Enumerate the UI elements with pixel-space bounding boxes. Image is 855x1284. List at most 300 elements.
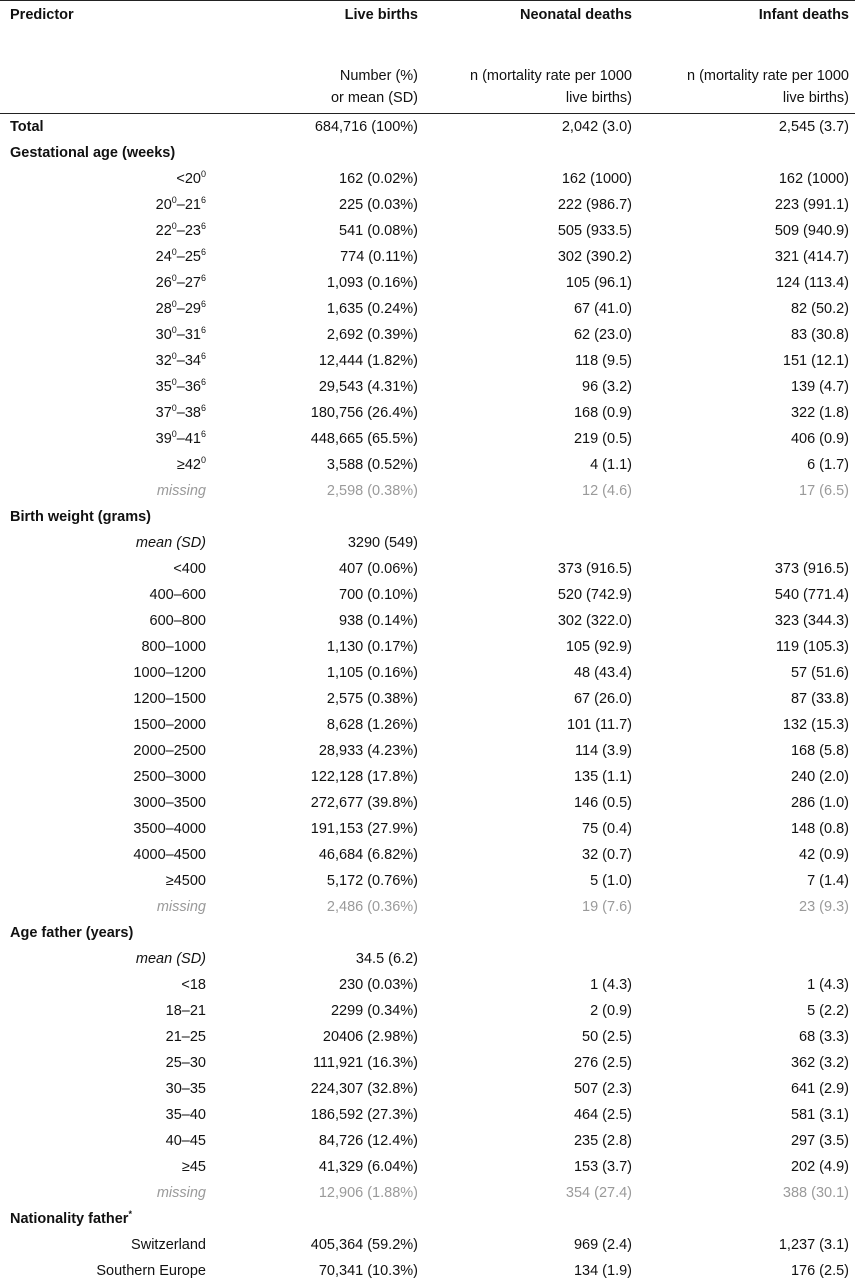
cell-neonatal-deaths: 235 (2.8) [424,1128,638,1154]
row-label [0,244,212,270]
cell-infant-deaths: 641 (2.9) [638,1076,855,1102]
section-header-row [0,1206,855,1232]
table-row [0,868,855,894]
table-row [0,192,855,218]
row-label-text: <20 [176,171,201,187]
table-row [0,634,855,660]
row-label-text: missing [157,483,206,499]
cell-live-births: 1,093 (0.16%) [212,270,424,296]
table-row [0,582,855,608]
cell-infant-deaths: 388 (30.1) [638,1180,855,1206]
row-label [0,218,212,244]
cell-infant-deaths: 223 (991.1) [638,192,855,218]
row-label-range-end: –34 [177,353,201,369]
row-label-text: ≥45 [182,1159,206,1175]
cell-live-births: 20406 (2.98%) [212,1024,424,1050]
table-row [0,166,855,192]
header-live-births: Live births [212,1,424,38]
row-label-text: 4000–4500 [133,847,206,863]
cell-neonatal-deaths: 96 (3.2) [424,374,638,400]
row-label [0,1102,212,1128]
table-row [0,452,855,478]
row-label [0,322,212,348]
label-superscript: 6 [201,273,206,283]
row-label [0,998,212,1024]
cell-infant-deaths: 5 (2.2) [638,998,855,1024]
cell-neonatal-deaths: 354 (27.4) [424,1180,638,1206]
cell-live-births: 405,364 (59.2%) [212,1232,424,1258]
cell-live-births: 774 (0.11%) [212,244,424,270]
cell-live-births: 29,543 (4.31%) [212,374,424,400]
row-label [0,1154,212,1180]
cell-neonatal-deaths: 67 (41.0) [424,296,638,322]
label-superscript: * [128,1209,132,1219]
cell-neonatal-deaths: 5 (1.0) [424,868,638,894]
label-superscript: 0 [172,403,177,413]
row-label [0,946,212,972]
row-label-range-end: –25 [177,249,201,265]
cell-live-births: 230 (0.03%) [212,972,424,998]
row-label [0,1232,212,1258]
row-label-text: missing [157,899,206,915]
row-label-text: 21–25 [166,1029,206,1045]
cell-neonatal-deaths: 105 (92.9) [424,634,638,660]
row-label-text: 26 [156,275,172,291]
cell-neonatal-deaths: 32 (0.7) [424,842,638,868]
cell-infant-deaths: 119 (105.3) [638,634,855,660]
cell-live-births: 180,756 (26.4%) [212,400,424,426]
row-label [0,816,212,842]
cell-infant-deaths [638,1206,855,1232]
table-row [0,998,855,1024]
row-label [0,660,212,686]
cell-live-births [212,504,424,530]
label-superscript: 0 [172,195,177,205]
row-label [0,634,212,660]
cell-neonatal-deaths: 153 (3.7) [424,1154,638,1180]
cell-neonatal-deaths: 276 (2.5) [424,1050,638,1076]
cell-neonatal-deaths: 464 (2.5) [424,1102,638,1128]
row-label-text: 1500–2000 [133,717,206,733]
section-header-row [0,504,855,530]
row-label [0,1206,212,1232]
row-label-text: Birth weight (grams) [10,509,151,525]
row-label [0,972,212,998]
row-label-text: 1200–1500 [133,691,206,707]
row-label [0,478,212,504]
cell-infant-deaths: 83 (30.8) [638,322,855,348]
table-row [0,478,855,504]
cell-infant-deaths: 202 (4.9) [638,1154,855,1180]
cell-live-births: 3290 (549) [212,530,424,556]
table-row [0,764,855,790]
row-label-text: <18 [181,977,206,993]
row-label-text: ≥4500 [166,873,206,889]
row-label [0,166,212,192]
row-label [0,790,212,816]
row-label [0,270,212,296]
cell-infant-deaths: 132 (15.3) [638,712,855,738]
cell-live-births: 12,906 (1.88%) [212,1180,424,1206]
row-label-text: 3000–3500 [133,795,206,811]
table-row [0,1076,855,1102]
row-label [0,530,212,556]
row-label-range-end: –31 [177,327,201,343]
row-label-text: Gestational age (weeks) [10,145,175,161]
cell-live-births: 225 (0.03%) [212,192,424,218]
cell-neonatal-deaths: 219 (0.5) [424,426,638,452]
row-label [0,504,212,530]
cell-infant-deaths: 581 (3.1) [638,1102,855,1128]
cell-neonatal-deaths: 67 (26.0) [424,686,638,712]
cell-neonatal-deaths: 505 (933.5) [424,218,638,244]
table-row [0,400,855,426]
cell-neonatal-deaths: 135 (1.1) [424,764,638,790]
cell-neonatal-deaths [424,920,638,946]
row-label-text: 35 [156,379,172,395]
table-row [0,842,855,868]
header-sub-line: or mean (SD) [218,87,418,109]
header-predictor: Predictor [0,1,212,38]
row-label [0,686,212,712]
cell-infant-deaths: 57 (51.6) [638,660,855,686]
row-label [0,348,212,374]
cell-infant-deaths: 162 (1000) [638,166,855,192]
header-sub-predictor [0,37,212,114]
cell-live-births [212,1206,424,1232]
row-label-text: mean (SD) [136,535,206,551]
row-label [0,1050,212,1076]
cell-neonatal-deaths [424,946,638,972]
cell-live-births: 1,105 (0.16%) [212,660,424,686]
label-superscript: 6 [201,403,206,413]
row-label [0,140,212,166]
table-row [0,738,855,764]
table-row [0,712,855,738]
cell-infant-deaths: 362 (3.2) [638,1050,855,1076]
cell-neonatal-deaths: 222 (986.7) [424,192,638,218]
label-superscript: 0 [172,221,177,231]
row-label-range-end: –21 [177,197,201,213]
cell-live-births [212,140,424,166]
label-superscript: 0 [172,377,177,387]
cell-infant-deaths [638,946,855,972]
row-label-text: Nationality father [10,1211,128,1227]
row-label-text: Southern Europe [96,1263,206,1279]
cell-neonatal-deaths [424,1206,638,1232]
label-superscript: 6 [201,221,206,231]
cell-infant-deaths: 240 (2.0) [638,764,855,790]
row-label-range-end: –38 [177,405,201,421]
header-sub-line: live births) [430,87,632,109]
cell-infant-deaths: 540 (771.4) [638,582,855,608]
table-body [0,114,855,1284]
row-label-text: ≥42 [177,457,201,473]
cell-live-births: 2,575 (0.38%) [212,686,424,712]
row-label-text: 2000–2500 [133,743,206,759]
table-row [0,894,855,920]
cell-neonatal-deaths: 520 (742.9) [424,582,638,608]
row-label-text: Switzerland [131,1237,206,1253]
cell-infant-deaths: 124 (113.4) [638,270,855,296]
table-row [0,1128,855,1154]
row-label [0,114,212,141]
cell-live-births: 5,172 (0.76%) [212,868,424,894]
cell-live-births: 272,677 (39.8%) [212,790,424,816]
cell-neonatal-deaths: 75 (0.4) [424,816,638,842]
row-label-range-end: –29 [177,301,201,317]
cell-live-births: 186,592 (27.3%) [212,1102,424,1128]
header-neonatal-deaths: Neonatal deaths [424,1,638,38]
table-row [0,348,855,374]
row-label [0,608,212,634]
cell-infant-deaths: 286 (1.0) [638,790,855,816]
cell-infant-deaths: 297 (3.5) [638,1128,855,1154]
table-row [0,1050,855,1076]
header-sub-line: Number (%) [218,65,418,87]
label-superscript: 6 [201,351,206,361]
cell-live-births: 2,692 (0.39%) [212,322,424,348]
row-label-text: 39 [156,431,172,447]
table-row [0,1232,855,1258]
cell-infant-deaths: 323 (344.3) [638,608,855,634]
cell-infant-deaths: 87 (33.8) [638,686,855,712]
table-row [0,296,855,322]
cell-neonatal-deaths: 507 (2.3) [424,1076,638,1102]
cell-live-births: 12,444 (1.82%) [212,348,424,374]
row-label [0,556,212,582]
header-sub-neonatal [424,37,638,114]
total-row [0,114,855,141]
cell-neonatal-deaths: 114 (3.9) [424,738,638,764]
row-label-text: 30–35 [166,1081,206,1097]
cell-neonatal-deaths: 101 (11.7) [424,712,638,738]
row-label [0,712,212,738]
cell-live-births: 2299 (0.34%) [212,998,424,1024]
row-label [0,374,212,400]
row-label-text: Total [10,119,44,135]
cell-infant-deaths [638,140,855,166]
label-superscript: 0 [172,247,177,257]
cell-infant-deaths: 1,237 (3.1) [638,1232,855,1258]
cell-live-births: 84,726 (12.4%) [212,1128,424,1154]
cell-neonatal-deaths: 162 (1000) [424,166,638,192]
cell-live-births: 224,307 (32.8%) [212,1076,424,1102]
row-label-text: 1000–1200 [133,665,206,681]
table-row [0,660,855,686]
header-sub-line: n (mortality rate per 1000 [644,65,849,87]
header-sub-line: n (mortality rate per 1000 [430,65,632,87]
row-label-text: 2500–3000 [133,769,206,785]
cell-infant-deaths: 139 (4.7) [638,374,855,400]
table-row [0,1180,855,1206]
row-label-text: mean (SD) [136,951,206,967]
row-label [0,738,212,764]
row-label [0,1128,212,1154]
cell-live-births: 407 (0.06%) [212,556,424,582]
row-label [0,582,212,608]
cell-infant-deaths: 68 (3.3) [638,1024,855,1050]
cell-neonatal-deaths: 146 (0.5) [424,790,638,816]
cell-live-births [212,920,424,946]
cell-neonatal-deaths: 168 (0.9) [424,400,638,426]
table-header [0,1,855,114]
cell-neonatal-deaths: 373 (916.5) [424,556,638,582]
cell-live-births: 2,598 (0.38%) [212,478,424,504]
row-label-text: 30 [156,327,172,343]
cell-infant-deaths: 321 (414.7) [638,244,855,270]
cell-neonatal-deaths [424,530,638,556]
row-label-text: 40–45 [166,1133,206,1149]
row-label-range-end: –41 [177,431,201,447]
cell-infant-deaths: 322 (1.8) [638,400,855,426]
cell-live-births: 28,933 (4.23%) [212,738,424,764]
cell-infant-deaths: 42 (0.9) [638,842,855,868]
label-superscript: 6 [201,247,206,257]
table-row [0,374,855,400]
cell-infant-deaths: 17 (6.5) [638,478,855,504]
cell-live-births: 191,153 (27.9%) [212,816,424,842]
cell-infant-deaths: 6 (1.7) [638,452,855,478]
cell-live-births: 1,635 (0.24%) [212,296,424,322]
cell-neonatal-deaths: 105 (96.1) [424,270,638,296]
table-row [0,322,855,348]
row-label [0,192,212,218]
row-label-text: 32 [156,353,172,369]
cell-live-births: 684,716 (100%) [212,114,424,141]
row-label [0,296,212,322]
row-label [0,894,212,920]
row-label-text: 400–600 [150,587,206,603]
cell-neonatal-deaths: 2,042 (3.0) [424,114,638,141]
table-row [0,426,855,452]
cell-infant-deaths: 373 (916.5) [638,556,855,582]
row-label-text: 35–40 [166,1107,206,1123]
header-sub-line: live births) [644,87,849,109]
table-row [0,244,855,270]
cell-live-births: 8,628 (1.26%) [212,712,424,738]
table-row [0,790,855,816]
cell-neonatal-deaths [424,140,638,166]
cell-neonatal-deaths: 969 (2.4) [424,1232,638,1258]
cell-infant-deaths: 2,545 (3.7) [638,114,855,141]
table-row [0,1024,855,1050]
section-header-row [0,920,855,946]
cell-neonatal-deaths: 19 (7.6) [424,894,638,920]
label-superscript: 6 [201,429,206,439]
label-superscript: 6 [201,325,206,335]
cell-live-births: 70,341 (10.3%) [212,1258,424,1284]
cell-live-births: 700 (0.10%) [212,582,424,608]
row-label-text: 25–30 [166,1055,206,1071]
row-label-text: 28 [156,301,172,317]
label-superscript: 0 [172,351,177,361]
cell-infant-deaths: 151 (12.1) [638,348,855,374]
row-label-text: 37 [156,405,172,421]
table-row [0,686,855,712]
cell-neonatal-deaths: 134 (1.9) [424,1258,638,1284]
cell-neonatal-deaths: 48 (43.4) [424,660,638,686]
row-label-text: <400 [173,561,206,577]
cell-infant-deaths [638,530,855,556]
cell-neonatal-deaths [424,504,638,530]
table-row [0,556,855,582]
row-label-text: 24 [156,249,172,265]
cell-neonatal-deaths: 1 (4.3) [424,972,638,998]
header-sub-infant [638,37,855,114]
row-label [0,764,212,790]
row-label-text: 3500–4000 [133,821,206,837]
label-superscript: 0 [172,299,177,309]
cell-live-births: 41,329 (6.04%) [212,1154,424,1180]
cell-live-births: 938 (0.14%) [212,608,424,634]
cell-neonatal-deaths: 50 (2.5) [424,1024,638,1050]
cell-infant-deaths: 82 (50.2) [638,296,855,322]
table-row [0,530,855,556]
label-superscript: 0 [201,169,206,179]
cell-infant-deaths: 509 (940.9) [638,218,855,244]
cell-live-births: 122,128 (17.8%) [212,764,424,790]
label-superscript: 6 [201,195,206,205]
table-row [0,946,855,972]
label-superscript: 6 [201,377,206,387]
row-label [0,920,212,946]
cell-infant-deaths: 23 (9.3) [638,894,855,920]
cell-neonatal-deaths: 4 (1.1) [424,452,638,478]
cell-live-births: 111,921 (16.3%) [212,1050,424,1076]
table-row [0,1102,855,1128]
row-label [0,400,212,426]
row-label-text: 18–21 [166,1003,206,1019]
row-label [0,1076,212,1102]
row-label-text: 22 [156,223,172,239]
cell-infant-deaths: 406 (0.9) [638,426,855,452]
row-label [0,1180,212,1206]
cell-infant-deaths: 176 (2.5) [638,1258,855,1284]
cell-neonatal-deaths: 302 (322.0) [424,608,638,634]
label-superscript: 6 [201,299,206,309]
table-row [0,270,855,296]
cell-neonatal-deaths: 12 (4.6) [424,478,638,504]
label-superscript: 0 [172,429,177,439]
label-superscript: 0 [172,325,177,335]
row-label-text: 600–800 [150,613,206,629]
header-sub-live-births [212,37,424,114]
row-label-text: 800–1000 [141,639,206,655]
table-row [0,1154,855,1180]
row-label-text: 20 [156,197,172,213]
cell-infant-deaths: 148 (0.8) [638,816,855,842]
row-label [0,868,212,894]
cell-infant-deaths: 1 (4.3) [638,972,855,998]
table-row [0,816,855,842]
cell-live-births: 3,588 (0.52%) [212,452,424,478]
cell-neonatal-deaths: 62 (23.0) [424,322,638,348]
cell-infant-deaths [638,504,855,530]
cell-live-births: 46,684 (6.82%) [212,842,424,868]
cell-neonatal-deaths: 302 (390.2) [424,244,638,270]
section-header-row [0,140,855,166]
label-superscript: 0 [172,273,177,283]
row-label [0,452,212,478]
row-label-range-end: –36 [177,379,201,395]
row-label [0,426,212,452]
cell-live-births: 448,665 (65.5%) [212,426,424,452]
cell-live-births: 34.5 (6.2) [212,946,424,972]
row-label [0,1258,212,1284]
table-row [0,608,855,634]
cell-live-births: 2,486 (0.36%) [212,894,424,920]
